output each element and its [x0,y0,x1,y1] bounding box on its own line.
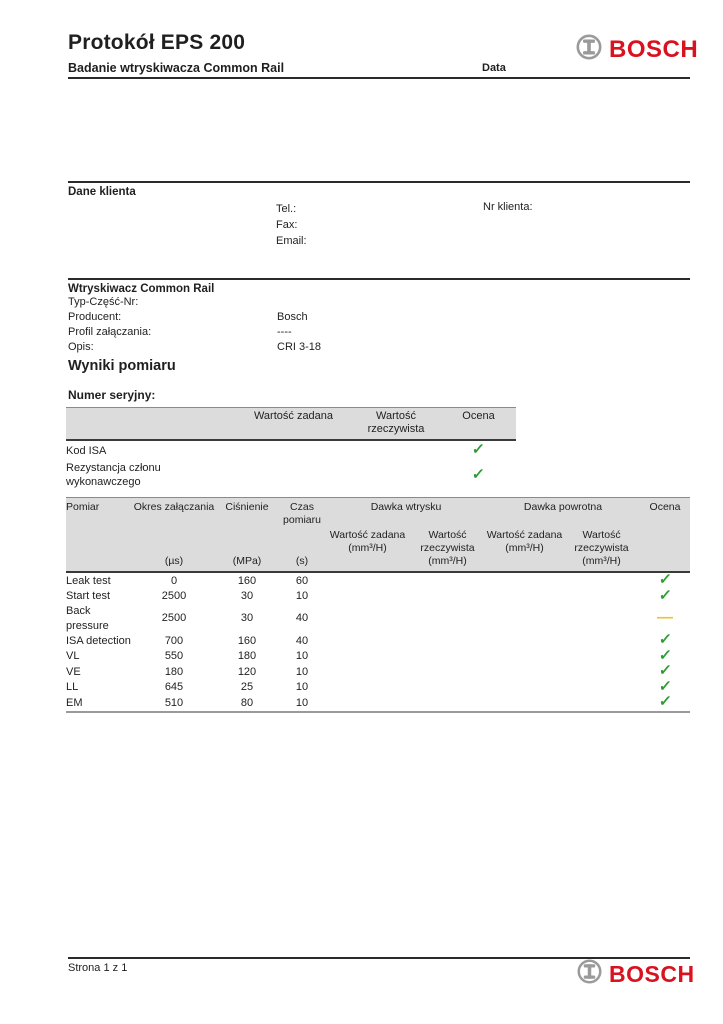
col-header-czas: Czas pomiaru [278,498,326,528]
cell-okres: 180 [164,665,184,678]
cell-pw-rzeczywista [563,664,640,680]
subcol-pw-setpoint: Wartość zadana (mm³/H) [486,529,563,554]
cell-pomiar: VE [66,665,81,678]
serial-number-label: Numer seryjny: [68,388,156,402]
cell-wt-zadana [326,572,409,589]
summary-row-label: Rezystancja członu wykonawczego [66,462,161,488]
summary-row [66,459,516,490]
cell-wt-rzeczywista [409,695,486,712]
cell-wt-zadana [326,664,409,680]
injector-row [68,325,690,340]
cell-cisnienie: 30 [240,590,254,602]
rating-check-icon: ✓ [657,631,673,648]
cell-czas: 10 [295,681,309,693]
cell-wt-zadana [326,680,409,696]
cell-wt-rzeczywista [409,649,486,665]
cell-pw-rzeczywista [563,604,640,633]
page-number: Strona 1 z 1 [68,962,128,974]
injector-section-title: Wtryskiwacz Common Rail [68,283,215,295]
cell-pomiar: Leak test [66,574,111,587]
cell-wt-rzeczywista [409,604,486,633]
cell-cisnienie: 80 [216,695,278,712]
cell-wt-rzeczywista [409,572,486,589]
cell-ocena [640,695,690,712]
injector-row [68,310,690,325]
cell-pw-zadana [486,572,563,589]
cell-cisnienie: 160 [237,634,257,647]
summary-row-label: Kod ISA [66,444,107,457]
header-divider [68,77,690,79]
cell-rating [441,440,516,459]
tel-label: Tel.: [276,203,297,215]
table-row [66,664,690,680]
col-header-rating: Ocena [441,408,516,441]
cell-czas: 10 [295,650,309,662]
field-value: ---- [277,326,292,338]
rating-check-icon: ✓ [471,441,486,458]
cell-setpoint [236,440,351,459]
col-header-cisnienie: Ciśnienie [216,498,278,528]
cell-rating [441,459,516,490]
cell-pw-rzeczywista [563,695,640,712]
injector-row [68,295,690,310]
cell-okres: 645 [164,681,184,693]
main-subheader-row [66,527,690,555]
rating-check-icon: ✓ [657,662,673,679]
cell-cisnienie: 25 [240,681,254,693]
cell-pw-zadana [486,604,563,633]
cell-okres: 700 [164,634,184,647]
page-subtitle: Badanie wtryskiwacza Common Rail [68,61,285,75]
bosch-wordmark: BOSCH [609,35,699,63]
cell-pomiar: LL [66,681,79,693]
cell-pw-rzeczywista [563,572,640,589]
unit-okres: (µs) [132,555,216,572]
cell-czas: 40 [295,634,309,647]
summary-row [66,440,516,459]
cell-pomiar: ISA detection [66,634,131,647]
unit-czas: (s) [278,555,326,572]
col-header-okres: Okres załączania [132,498,216,528]
cell-wt-zadana [326,633,409,649]
date-label: Data [482,62,506,74]
cell-cisnienie: 160 [237,574,257,587]
cell-pw-zadana [486,649,563,665]
unit-pw-actual: (mm³/H) [563,555,640,572]
cell-actual [351,459,441,490]
col-header-setpoint: Wartość zadana [236,408,351,441]
cell-czas: 60 [295,574,309,587]
table-row [66,695,690,712]
cell-pw-rzeczywista [563,589,640,605]
bosch-logo [576,34,698,65]
bosch-armature-icon [577,959,602,989]
subcol-wt-setpoint: Wartość zadana (mm³/H) [326,527,409,555]
rating-check-icon: ✓ [657,677,673,695]
email-label: Email: [276,235,307,247]
injector-section [68,278,690,355]
cell-pomiar: Start test [66,590,111,602]
unit-wt-actual: (mm³/H) [409,555,486,572]
cell-cisnienie: 180 [237,650,257,662]
cell-okres: 2500 [161,612,187,625]
subcol-wt-actual: Wartość rzeczywista [409,527,486,555]
field-label: Typ-Część-Nr: [68,296,139,308]
cell-pw-zadana [486,589,563,605]
table-row [66,572,690,589]
cell-pw-zadana [486,633,563,649]
cell-pomiar: Back pressure [66,605,109,632]
rating-check-icon: ✓ [657,586,673,604]
cell-cisnienie: 30 [240,612,254,625]
cell-pw-zadana [486,664,563,680]
measurements-table [66,497,690,713]
col-header-actual: Wartość rzeczywista [351,408,441,441]
cell-okres: 510 [132,695,216,712]
group-header-dawka-wtrysku: Dawka wtrysku [326,498,486,528]
cell-wt-rzeczywista [409,680,486,696]
cell-okres: 0 [170,574,178,587]
bosch-logo [577,959,695,989]
cell-pw-rzeczywista [563,649,640,665]
table-row [66,589,690,605]
contact-block [276,201,307,249]
cell-pw-rzeczywista [563,680,640,696]
field-label: Producent: [68,311,122,323]
main-units-row [66,555,690,572]
rating-check-icon: ✓ [657,693,673,710]
cell-cisnienie: 120 [237,665,257,678]
main-header-row [66,498,690,528]
subcol-pw-actual: Wartość rzeczywista [563,527,640,555]
cell-pomiar: EM [66,695,132,712]
cell-okres: 550 [164,650,184,662]
field-label: Profil załączania: [68,326,152,338]
cell-wt-rzeczywista [409,664,486,680]
results-heading: Wyniki pomiaru [68,358,176,374]
rating-check-icon: ✓ [471,465,486,483]
cell-setpoint [236,459,351,490]
unit-cisnienie: (MPa) [216,555,278,572]
cell-pomiar: VL [66,650,80,662]
cell-ocena [640,604,690,633]
col-header-pomiar: Pomiar [66,498,132,528]
cell-czas: 10 [295,590,309,602]
cell-pw-rzeczywista [563,633,640,649]
cell-wt-zadana [326,589,409,605]
cell-ocena [640,586,690,605]
cell-wt-zadana [326,649,409,665]
cell-okres: 2500 [161,590,187,602]
cell-wt-rzeczywista [409,633,486,649]
field-value: Bosch [277,311,308,323]
rating-check-icon: ✓ [657,646,673,664]
table-row [66,633,690,649]
page-title: Protokół EPS 200 [68,31,246,54]
field-label: Opis: [68,341,94,353]
rating-dash-icon: — [657,608,674,626]
customer-section-title: Dane klienta [68,186,136,198]
rating-check-icon: ✓ [657,571,673,588]
summary-table [66,407,516,490]
cell-actual [351,440,441,459]
cell-pw-zadana [486,680,563,696]
cell-wt-rzeczywista [409,589,486,605]
cell-czas: 10 [295,665,309,678]
customer-number-label: Nr klienta: [483,201,533,213]
cell-czas: 10 [278,695,326,712]
table-row [66,680,690,696]
bosch-wordmark: BOSCH [609,960,695,987]
summary-header-row [66,408,516,441]
table-row [66,604,690,633]
col-header-ocena: Ocena [640,498,690,528]
fax-label: Fax: [276,219,298,231]
cell-wt-zadana [326,695,409,712]
customer-section [68,181,690,278]
injector-row [68,340,690,355]
table-row [66,649,690,665]
cell-wt-zadana [326,604,409,633]
cell-czas: 40 [295,612,309,625]
group-header-dawka-powrotna: Dawka powrotna [486,498,640,528]
col-header-blank [66,408,236,441]
bosch-armature-icon [576,34,602,65]
cell-pw-zadana [486,695,563,712]
field-value: CRI 3-18 [277,341,322,353]
